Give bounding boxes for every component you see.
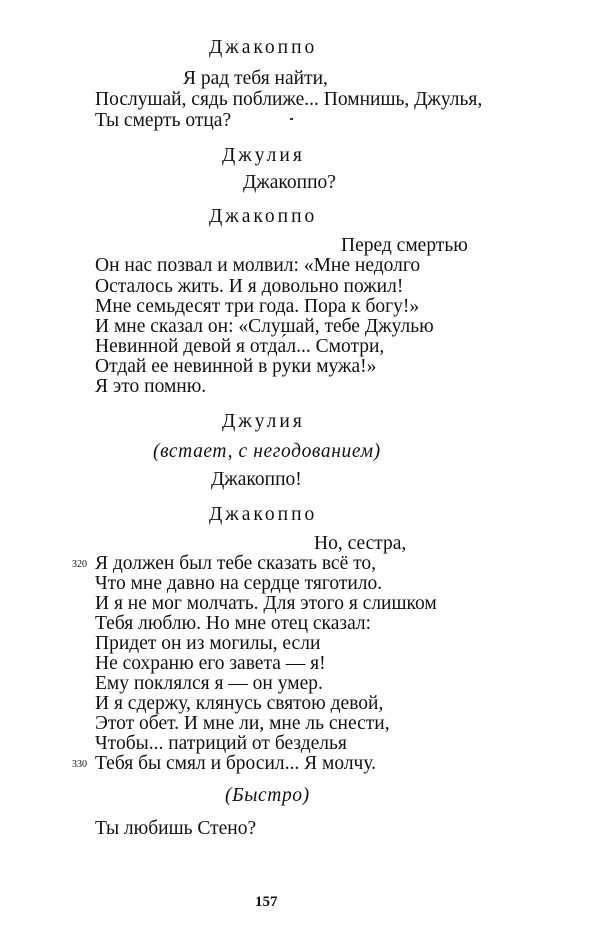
verse-line: Джакоппо!	[211, 469, 302, 490]
line-number: 320	[72, 559, 87, 570]
verse-line: Он нас позвал и молвил: «Мне недолго	[95, 255, 421, 276]
verse-line: Но, сестра,	[314, 533, 407, 554]
ink-speck	[290, 118, 293, 120]
verse-line: Этот обет. И мне ли, мне ль снести,	[95, 713, 390, 734]
verse-line: Тебя бы смял и бросил... Я молчу.	[95, 753, 377, 774]
verse-line: Что мне давно на сердце тяготило.	[95, 573, 383, 594]
verse-line: И я сдержу, клянусь святою девой,	[95, 693, 384, 714]
verse-line: Ты смерть отца?	[95, 110, 232, 131]
verse-line: Чтобы... патриций от безделья	[95, 733, 347, 754]
verse-line: Невинной девой я отда́л... Смотри,	[95, 336, 385, 357]
stage-direction: (встает, с негодованием)	[153, 441, 381, 462]
verse-line: Я должен был тебе сказать всё то,	[95, 553, 377, 574]
verse-line: Джакоппо?	[243, 172, 336, 193]
line-number: 330	[72, 759, 87, 770]
verse-line: И я не мог молчать. Для этого я слишком	[95, 593, 437, 614]
verse-line: Придет он из могилы, если	[95, 633, 321, 654]
verse-line: Осталось жить. И я довольно пожил!	[95, 276, 404, 297]
speaker-name: Джакоппо	[209, 206, 318, 227]
verse-line: Ему поклялся я — он умер.	[95, 673, 323, 694]
verse-line: Я это помню.	[95, 376, 207, 397]
verse-line: Послушай, сядь поближе... Помнишь, Джулья,	[95, 89, 483, 110]
speaker-name: Джакоппо	[209, 504, 318, 525]
verse-line: Тебя люблю. Но мне отец сказал:	[95, 613, 372, 634]
verse-line: И мне сказал он: «Слушай, тебе Джулью	[95, 316, 434, 337]
verse-line: Я рад тебя найти,	[183, 68, 328, 89]
verse-line: Отдай ее невинной в руки мужа!»	[95, 356, 377, 377]
verse-line: Ты любишь Стено?	[95, 818, 257, 839]
speaker-name: Джакоппо	[209, 37, 318, 58]
page-number: 157	[255, 894, 278, 910]
verse-line: Мне семьдесят три года. Пора к богу!»	[95, 296, 420, 317]
verse-line: Не сохраню его завета — я!	[95, 653, 326, 674]
verse-line: Перед смертью	[341, 235, 468, 256]
stage-direction: (Быстро)	[225, 785, 310, 806]
speaker-name: Джулия	[222, 145, 305, 166]
speaker-name: Джулия	[222, 411, 305, 432]
